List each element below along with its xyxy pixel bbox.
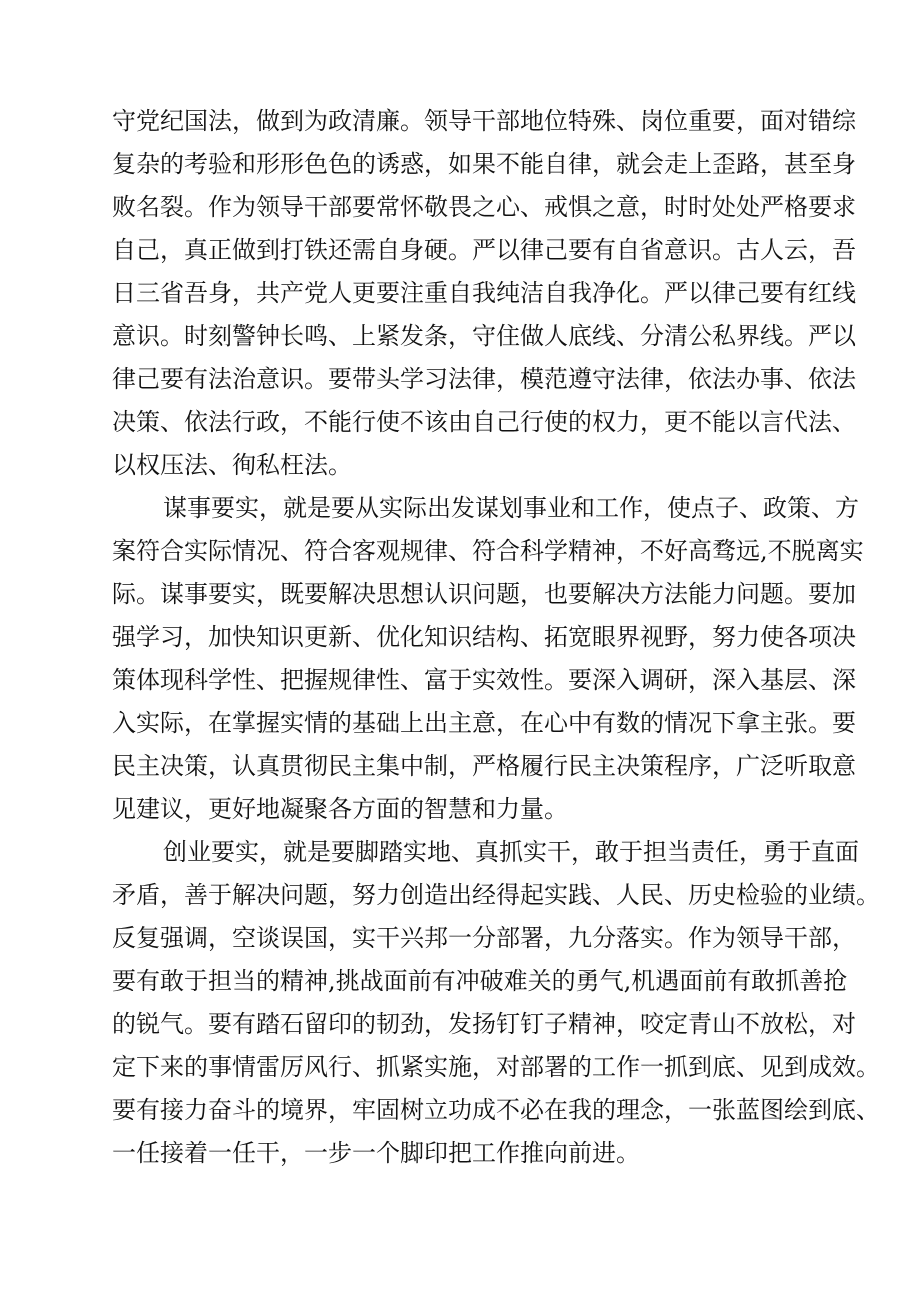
paragraph-line: 案符合实际情况、符合客观规律、符合科学精神，不好高骛远,不脱离实 (112, 537, 864, 565)
paragraph-line: 要有敢于担当的精神,挑战面前有冲破难关的勇气,机遇面前有敢抓善抢 (112, 967, 848, 995)
paragraph-line: 际。谋事要实，既要解决思想认识问题，也要解决方法能力问题。要加 (112, 580, 856, 608)
paragraph-planning-practical (112, 487, 864, 831)
paragraph-line: 民主决策，认真贯彻民主集中制，严格履行民主决策程序，广泛听取意 (112, 752, 856, 780)
paragraph-line: 的锐气。要有踏石留印的韧劲，发扬钉钉子精神，咬定青山不放松，对 (112, 1010, 856, 1038)
paragraph-line: 复杂的考验和形形色色的诱惑，如果不能自律，就会走上歪路，甚至身 (112, 150, 856, 178)
paragraph-entrepreneurship-practical (112, 831, 880, 1175)
paragraph-line: 入实际，在掌握实情的基础上出主意，在心中有数的情况下拿主张。要 (112, 709, 856, 737)
paragraph-line: 决策、依法行政，不能行使不该由自己行使的权力，更不能以言代法、 (112, 408, 856, 436)
paragraph-line: 强学习，加快知识更新、优化知识结构、拓宽眼界视野，努力使各项决 (112, 623, 856, 651)
paragraph-line: 见建议，更好地凝聚各方面的智慧和力量。 (112, 795, 568, 823)
paragraph-line: 败名裂。作为领导干部要常怀敬畏之心、戒惧之意，时时处处严格要求 (112, 193, 856, 221)
paragraph-line: 要有接力奋斗的境界，牢固树立功成不必在我的理念，一张蓝图绘到底、 (112, 1096, 880, 1124)
paragraph-line: 一任接着一任干，一步一个脚印把工作推向前进。 (112, 1139, 640, 1167)
paragraph-self-discipline (112, 100, 856, 487)
paragraph-line: 守党纪国法，做到为政清廉。领导干部地位特殊、岗位重要，面对错综 (112, 107, 856, 135)
paragraph-line: 矛盾，善于解决问题，努力创造出经得起实践、人民、历史检验的业绩。 (112, 881, 880, 909)
paragraph-line: 日三省吾身，共产党人更要注重自我纯洁自我净化。严以律己要有红线 (112, 279, 856, 307)
paragraph-line: 策体现科学性、把握规律性、富于实效性。要深入调研，深入基层、深 (112, 666, 856, 694)
paragraph-line: 自己，真正做到打铁还需自身硬。严以律己要有自省意识。古人云，吾 (112, 236, 856, 264)
paragraph-first-line: 谋事要实，就是要从实际出发谋划事业和工作，使点子、政策、方 (163, 494, 859, 522)
paragraph-line: 以权压法、徇私枉法。 (112, 451, 352, 479)
paragraph-line: 律己要有法治意识。要带头学习法律，模范遵守法律，依法办事、依法 (112, 365, 856, 393)
document-body (112, 100, 880, 1175)
paragraph-line: 反复强调，空谈误国，实干兴邦一分部署，九分落实。作为领导干部， (112, 924, 856, 952)
paragraph-line: 定下来的事情雷厉风行、抓紧实施，对部署的工作一抓到底、见到成效。 (112, 1053, 880, 1081)
paragraph-first-line: 创业要实，就是要脚踏实地、真抓实干，敢于担当责任，勇于直面 (163, 838, 859, 866)
paragraph-line: 意识。时刻警钟长鸣、上紧发条，守住做人底线、分清公私界线。严以 (112, 322, 856, 350)
